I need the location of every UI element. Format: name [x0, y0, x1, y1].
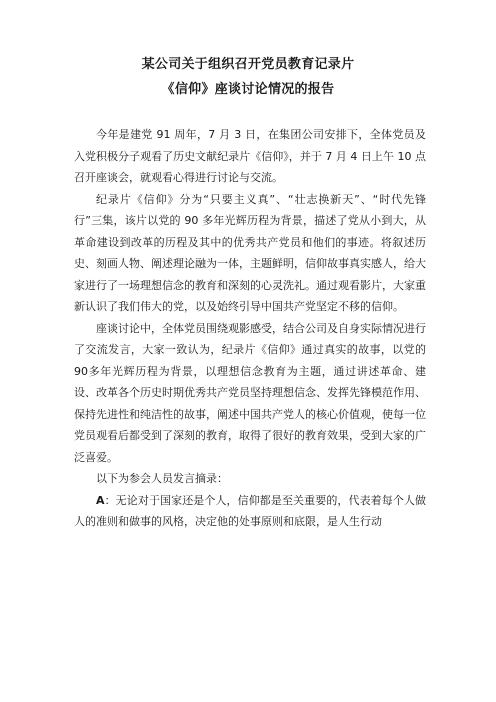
report-title-line-1: 某公司关于组织召开党员教育记录片 — [141, 57, 355, 72]
paragraph-excerpt-intro: 以下为参会人员发言摘录： — [96, 472, 228, 485]
paragraph-discussion: 座谈讨论中，全体党员围绕观影感受，结合公司及自身实际情况进行了交流发言，大家一致认为，纪录片《信仰》通过真实的故事，以党的90多年光辉历程为背景，以理想信念教育为主题，通过讲述革命、建设、改革各个历史时期优秀共产党员坚持理想信念、发挥先锋模范作用、保持先进性和纯洁性的故事，阐述中国共产党人的核心价值观，使每一位党员观看后都受到了深刻的教育，取得了很好的教育效果，受到大家的广泛喜爱。 — [74, 321, 426, 464]
speaker-label-a: A — [96, 493, 105, 507]
paragraph-film-summary: 纪录片《信仰》分为“只要主义真”、“壮志换新天”、“时代先锋行”三集，该片以党的 90 多年光辉历程为背景，描述了党从小到大，从革命建设到改革的历程及其中的优秀共产党员和他们的事迹。将叙述历史、刻画人物、阐述理论融为一体，主题鲜明，信仰故事真实感人，给大家进行了一场理想信念的教育和深刻的心灵洗礼。通过观看影片，大家重新认识了我们伟大的党，以及始终引导中国共产党坚定不移的信仰。 — [74, 192, 426, 313]
speech-a-text: ：无论对于国家还是个人，信仰都是至关重要的，代表着每个人做人的准则和做事的风格，决定他的处事原则和底限，是人生行动 — [74, 493, 426, 528]
paragraph-intro: 今年是建党 91 周年，7 月 3 日，在集团公司安排下，全体党员及入党积极分子观看了历史文献纪录片《信仰》，并于 7 月 4 日上午 10 点召开座谈会，就观看心得进行讨论与交流。 — [74, 128, 426, 184]
paragraph-speech-a — [74, 490, 426, 533]
report-body — [74, 124, 426, 533]
report-title-line-2: 《信仰》座谈讨论情况的报告 — [161, 82, 335, 97]
